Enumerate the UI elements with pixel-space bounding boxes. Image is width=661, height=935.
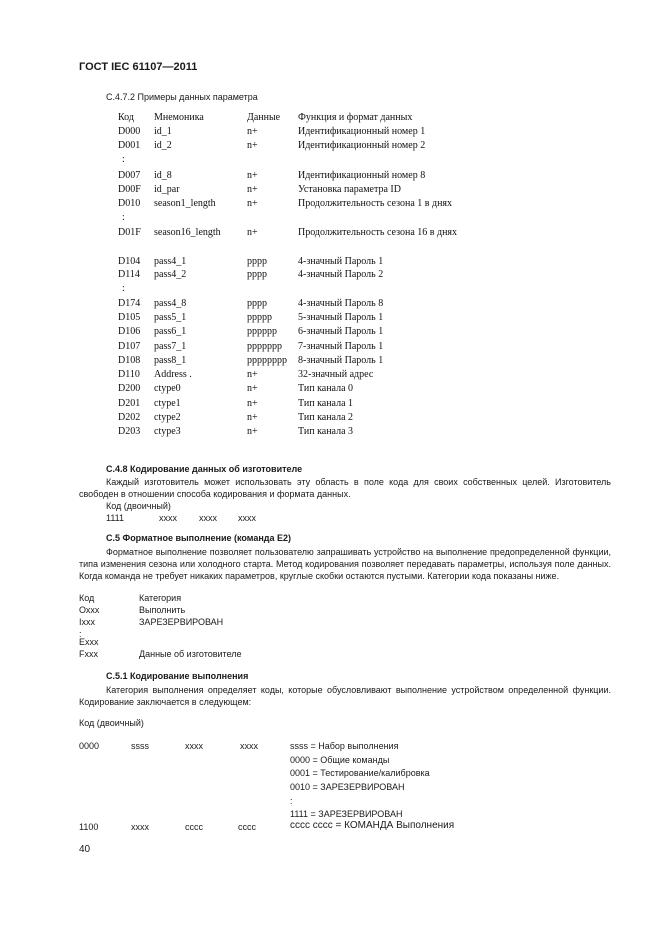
table-cell-mnemonic: id_8 xyxy=(154,170,172,181)
table-cell-code: D010 xyxy=(118,198,141,209)
table-cell-function: 4-значный Пароль 1 xyxy=(298,256,384,267)
code-xxxx-2: xxxx xyxy=(199,513,217,523)
code-xxxx-1: xxxx xyxy=(159,513,177,523)
table-cell-mnemonic: ctype0 xyxy=(154,383,181,394)
table-cell-data: n+ xyxy=(247,198,258,209)
table-cell-code: D000 xyxy=(118,126,141,137)
table-cell-data: ppppppp xyxy=(247,341,282,352)
category-code: Охxx xyxy=(79,605,100,615)
code-cccc-2: cccc xyxy=(238,822,256,832)
table-cell-code: D00F xyxy=(118,184,141,195)
table-cell-mnemonic: pass4_8 xyxy=(154,298,187,309)
section-c51-text: Категория выполнения определяет коды, которые обусловливают выполнение устройством определенной функции. Кодирование заключается в следующем: xyxy=(79,685,611,707)
table-cell-mnemonic: ctype3 xyxy=(154,426,181,437)
table-cell-function: 6-значный Пароль 1 xyxy=(298,326,384,337)
category-code: Fxxx xyxy=(79,649,98,659)
table-cell-code: D200 xyxy=(118,383,141,394)
table-cell-function: 5-значный Пароль 1 xyxy=(298,312,384,323)
category-code: : xyxy=(79,629,82,639)
table-cell-function: 32-значный адрес xyxy=(298,369,374,380)
code-ssss: ssss xyxy=(131,741,149,751)
table-cell-mnemonic: id_2 xyxy=(154,140,172,151)
table-cell-data: n+ xyxy=(247,126,258,137)
table-cell-data: pppp xyxy=(247,256,267,267)
category-name: Данные об изготовителе xyxy=(139,649,242,659)
table-cell-data: pppp xyxy=(247,298,267,309)
code-xxxx-c: xxxx xyxy=(131,822,149,832)
table-cell-code: D104 xyxy=(118,256,141,267)
table-cell-code: : xyxy=(122,283,125,294)
table-cell-code: : xyxy=(122,212,125,223)
table-cell-function: 7-значный Пароль 1 xyxy=(298,341,384,352)
table-cell-mnemonic: pass5_1 xyxy=(154,312,187,323)
column-header-code: Код xyxy=(118,112,134,123)
table-cell-function: 4-значный Пароль 2 xyxy=(298,269,384,280)
meaning-item: 1111 = ЗАРЕЗЕРВИРОВАН xyxy=(290,809,403,819)
section-c5-heading: С.5 Форматное выполнение (команда Е2) xyxy=(106,533,291,543)
table-cell-mnemonic: id_par xyxy=(154,184,180,195)
table-cell-code: D01F xyxy=(118,227,141,238)
table-cell-code: D202 xyxy=(118,412,141,423)
code-xxxx-b: xxxx xyxy=(240,741,258,751)
table-cell-function: Тип канала 2 xyxy=(298,412,354,423)
table-cell-mnemonic: pass7_1 xyxy=(154,341,187,352)
table-cell-data: ppppp xyxy=(247,312,272,323)
table-cell-data: n+ xyxy=(247,140,258,151)
section-c5-text: Форматное выполнение позволяет пользователю запрашивать устройство на выполнение предопределенной функции, типа изменения сезона или холодного старта. Метод кодирования позволяет передавать параметры, используя поле данных. Когда команда не требует никаких параметров, круглые скобки остаются пустыми. Категории кода показаны ниже. xyxy=(79,547,611,581)
table-cell-code: D203 xyxy=(118,426,141,437)
table-cell-function: Идентификационный номер 1 xyxy=(298,126,426,137)
code-1111: 1111 xyxy=(106,513,125,523)
table-cell-code: D110 xyxy=(118,369,140,380)
category-code: Ixxx xyxy=(79,617,96,627)
code-0000: 0000 xyxy=(79,741,100,751)
code-xxxx-a: xxxx xyxy=(185,741,203,751)
table-cell-function: Идентификационный номер 2 xyxy=(298,140,426,151)
table-cell-function: Идентификационный номер 8 xyxy=(298,170,426,181)
section-c48-text: Каждый изготовитель может использовать эту область в поле кода для своих собственных целей. Изготовитель свободен в отношении способа кодирования и формата данных. xyxy=(79,477,611,499)
category-name: ЗАРЕЗЕРВИРОВАН xyxy=(139,617,224,627)
column-header-mnemonic: Мнемоника xyxy=(154,112,204,123)
table-cell-data: n+ xyxy=(247,227,258,238)
table-cell-code: : xyxy=(122,154,125,165)
table-cell-mnemonic: id_1 xyxy=(154,126,172,137)
table-cell-function: Тип канала 1 xyxy=(298,398,354,409)
code-xxxx-3: xxxx xyxy=(238,513,256,523)
table-cell-code: D201 xyxy=(118,398,141,409)
table-cell-data: pppppp xyxy=(247,326,277,337)
table-cell-code: D007 xyxy=(118,170,141,181)
table-cell-code: D001 xyxy=(118,140,141,151)
table-cell-mnemonic: ctype1 xyxy=(154,398,181,409)
table-cell-function: 4-значный Пароль 8 xyxy=(298,298,384,309)
table-cell-data: n+ xyxy=(247,184,258,195)
command-meaning: cccc cccc = КОМАНДА Выполнения xyxy=(290,820,455,831)
meaning-item: : xyxy=(290,796,293,806)
meaning-item: ssss = Набор выполнения xyxy=(290,741,399,751)
category-name: Категория xyxy=(139,593,182,603)
code-1100: 1100 xyxy=(79,822,99,832)
table-cell-mnemonic: pass6_1 xyxy=(154,326,187,337)
section-c472-heading: С.4.7.2 Примеры данных параметра xyxy=(106,92,258,102)
meaning-item: 0000 = Общие команды xyxy=(290,755,390,765)
table-cell-code: D114 xyxy=(118,269,140,280)
table-cell-data: n+ xyxy=(247,398,258,409)
table-cell-function: Установка параметра ID xyxy=(298,184,401,195)
category-code: Код xyxy=(79,593,95,603)
table-cell-function: 8-значный Пароль 1 xyxy=(298,355,384,366)
table-cell-mnemonic: Address . xyxy=(154,369,192,380)
column-header-function: Функция и формат данных xyxy=(298,112,413,123)
document-header: ГОСТ IEC 61107—2011 xyxy=(79,61,198,73)
table-cell-function: Продолжительность сезона 16 в днях xyxy=(298,227,458,238)
table-cell-data: n+ xyxy=(247,412,258,423)
category-code: Exxx xyxy=(79,637,99,647)
table-cell-mnemonic: season1_length xyxy=(154,198,216,209)
section-c48-code-label: Код (двоичный) xyxy=(106,501,171,511)
meaning-item: 0001 = Тестирование/калибровка xyxy=(290,768,430,778)
page-number: 40 xyxy=(79,844,91,855)
table-cell-data: pppp xyxy=(247,269,267,280)
table-cell-mnemonic: pass4_1 xyxy=(154,256,187,267)
table-cell-mnemonic: pass8_1 xyxy=(154,355,187,366)
section-c51-code-label: Код (двоичный) xyxy=(79,718,144,728)
table-cell-function: Тип канала 3 xyxy=(298,426,354,437)
column-header-data: Данные xyxy=(247,112,281,123)
table-cell-data: pppppppp xyxy=(247,355,287,366)
category-name: Выполнить xyxy=(139,605,186,615)
table-cell-code: D106 xyxy=(118,326,141,337)
section-c48-heading: С.4.8 Кодирование данных об изготовителе xyxy=(106,464,303,474)
table-cell-data: n+ xyxy=(247,369,258,380)
table-cell-code: D174 xyxy=(118,298,141,309)
table-cell-mnemonic: season16_length xyxy=(154,227,221,238)
table-cell-code: D105 xyxy=(118,312,141,323)
section-c51-heading: С.5.1 Кодирование выполнения xyxy=(106,671,249,681)
meaning-item: 0010 = ЗАРЕЗЕРВИРОВАН xyxy=(290,782,405,792)
table-cell-function: Продолжительность сезона 1 в днях xyxy=(298,198,453,209)
table-cell-code: D108 xyxy=(118,355,141,366)
table-cell-code: D107 xyxy=(118,341,141,352)
table-cell-data: n+ xyxy=(247,383,258,394)
section-c51-paragraph xyxy=(79,684,611,708)
section-c48-paragraph xyxy=(79,476,611,500)
table-cell-data: n+ xyxy=(247,170,258,181)
table-cell-data: n+ xyxy=(247,426,258,437)
section-c5-paragraph xyxy=(79,546,611,582)
code-cccc-1: cccc xyxy=(185,822,203,832)
table-cell-mnemonic: pass4_2 xyxy=(154,269,187,280)
table-cell-mnemonic: ctype2 xyxy=(154,412,181,423)
table-cell-function: Тип канала 0 xyxy=(298,383,354,394)
